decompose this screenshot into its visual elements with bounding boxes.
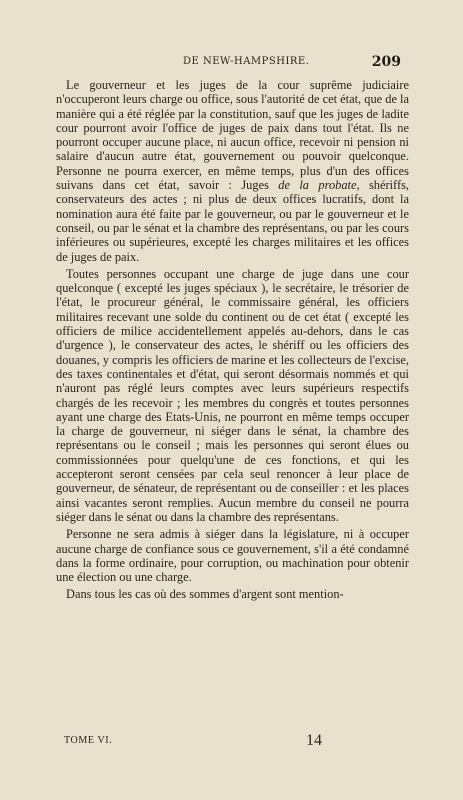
body-text [56,78,409,605]
signature-number: 14 [306,732,322,749]
paragraph: Personne ne sera admis à siéger dans la législature, ni à occuper aucune charge de confiance sous ce gouvernement, s'il a été condamné dans la forme ordinaire, pour corruption, ou machination pour obtenir une élection ou une charge. [56,527,409,585]
page-header [0,56,463,74]
page-footer [0,732,463,755]
paragraph [56,78,409,264]
paragraph-text: , shériffs, conservateurs des actes ; ni plus de deux offices lucratifs, dont la nomination aura été faite par le gouverneur, ou par le gouverneur et le conseil, ou par le sénat et la chambre des représentans, ou par les cours inférieures ou supérieures, excepté les charges militaires et les offices de juges de paix. [56,178,410,264]
signature-mark: TOME VI. [64,735,113,746]
paragraph-text: Le gouverneur et les juges de la cour suprême judiciaire n'occuperont leurs charge ou office, sous l'autorité de cet état, que de la manière qui a été réglée par la constitution, sauf que les juges de ladite cour pourront avoir l'office de juges de paix dans tout l'état. Ils ne pourront occuper aucune place, ni aucun office, recevoir ni pension ni salaire d'aucun autre état, gouvernement ou pouvoir quelconque. Personne ne pourra exercer, en même temps, plus d'un des offices suivans dans cet état, savoir : Juges [56,78,409,193]
running-head: DE NEW-HAMPSHIRE. [183,56,310,67]
italic-term: de la probate [278,178,357,193]
paragraph: Toutes personnes occupant une charge de juge dans une cour quelconque ( excepté les juges spéciaux ), le secrétaire, le trésorier de l'état, le procureur général, le commissaire général, les officiers militaires recevant une solde du continent ou de cet état ( excepté les officiers de milice accidentellement appelés au-dehors, dans le cas d'urgence ), le conservateur des actes, le shériff ou les officiers des douanes, y compris les officiers de marine et les collecteurs de l'excise, des taxes continentales et d'état, qui seront désormais nommés et qui n'auront pas réglé leurs comptes avec leurs supérieurs respectifs chargés de les recevoir ; les membres du congrès et toutes personnes ayant une charge des Etats-Unis, ne pourront en même temps occuper la charge de gouverneur, ni siéger dans le sénat, la chambre des représentans ou le conseil ; mais les personnes qui seront élues ou commissionnées pour quelqu'une de ces fonctions, et qui les accepteront seront censées par cela seul renoncer à leur place de gouverneur, de sénateur, de représentant ou de conseiller : et les places ainsi vacantes seront remplies. Aucun membre du conseil ne pourra siéger dans le sénat ou dans la chambre des représentans. [56,266,409,524]
paragraph: Dans tous les cas où des sommes d'argent sont mention- [66,587,344,602]
page-number: 209 [371,54,401,70]
